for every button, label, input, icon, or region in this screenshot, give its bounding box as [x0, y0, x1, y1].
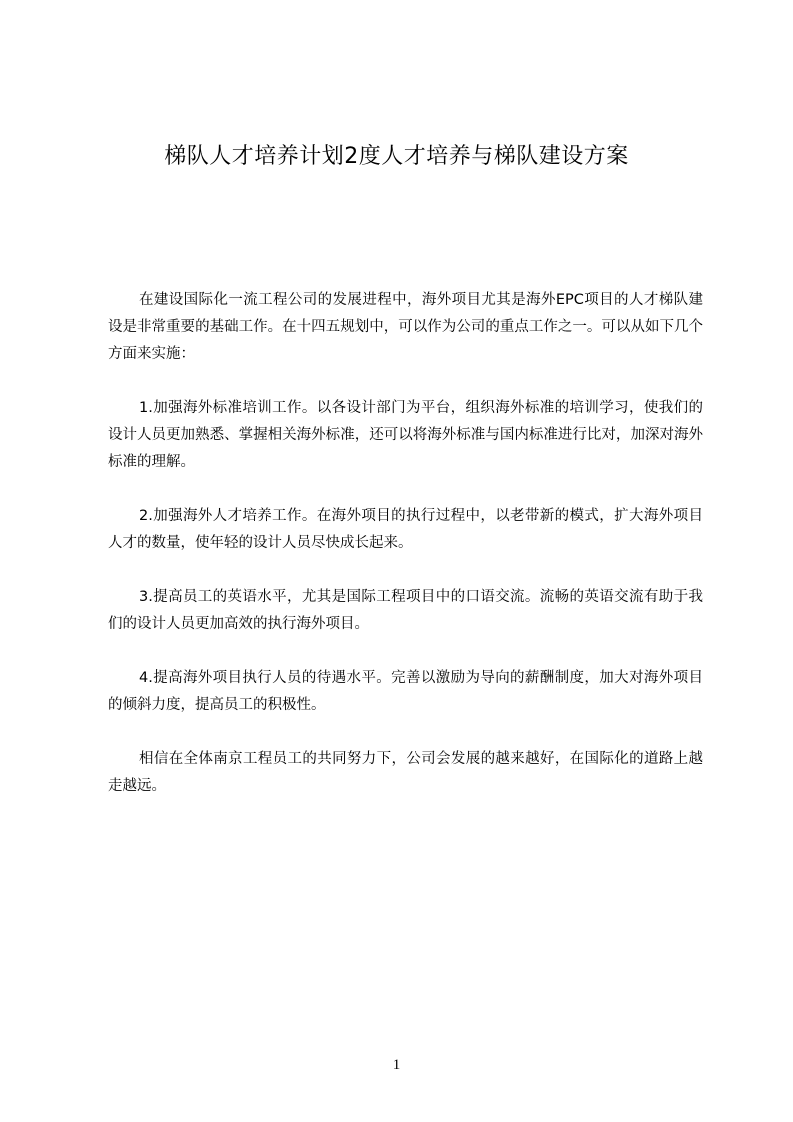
document-body — [108, 287, 703, 800]
paragraph-spacer — [108, 476, 703, 503]
paragraph-spacer — [108, 638, 703, 665]
document-title: 梯队人才培养计划2度人才培养与梯队建设方案 — [164, 144, 629, 169]
paragraph-conclusion: 相信在全体南京工程员工的共同努力下，公司会发展的越来越好，在国际化的道路上越走越远。 — [108, 751, 703, 794]
paragraph-spacer — [108, 719, 703, 746]
paragraph-spacer — [108, 557, 703, 584]
paragraph-item-3: 3.提高员工的英语水平，尤其是国际工程项目中的口语交流。流畅的英语交流有助于我们的设计人员更加高效的执行海外项目。 — [108, 589, 703, 632]
paragraph-item-4: 4.提高海外项目执行人员的待遇水平。完善以激励为导向的薪酬制度，加大对海外项目的倾斜力度，提高员工的积极性。 — [108, 670, 703, 713]
paragraph-item-2: 2.加强海外人才培养工作。在海外项目的执行过程中，以老带新的模式，扩大海外项目人才的数量，使年轻的设计人员尽快成长起来。 — [108, 508, 703, 551]
paragraph-intro: 在建设国际化一流工程公司的发展进程中，海外项目尤其是海外EPC项目的人才梯队建设是非常重要的基础工作。在十四五规划中，可以作为公司的重点工作之一。可以从如下几个方面来实施： — [108, 292, 703, 362]
page-number: 1 — [392, 1057, 401, 1073]
paragraph-item-1: 1.加强海外标准培训工作。以各设计部门为平台，组织海外标准的培训学习，使我们的设计人员更加熟悉、掌握相关海外标准，还可以将海外标准与国内标准进行比对，加深对海外标准的理解。 — [108, 400, 703, 470]
paragraph-spacer — [108, 368, 703, 395]
